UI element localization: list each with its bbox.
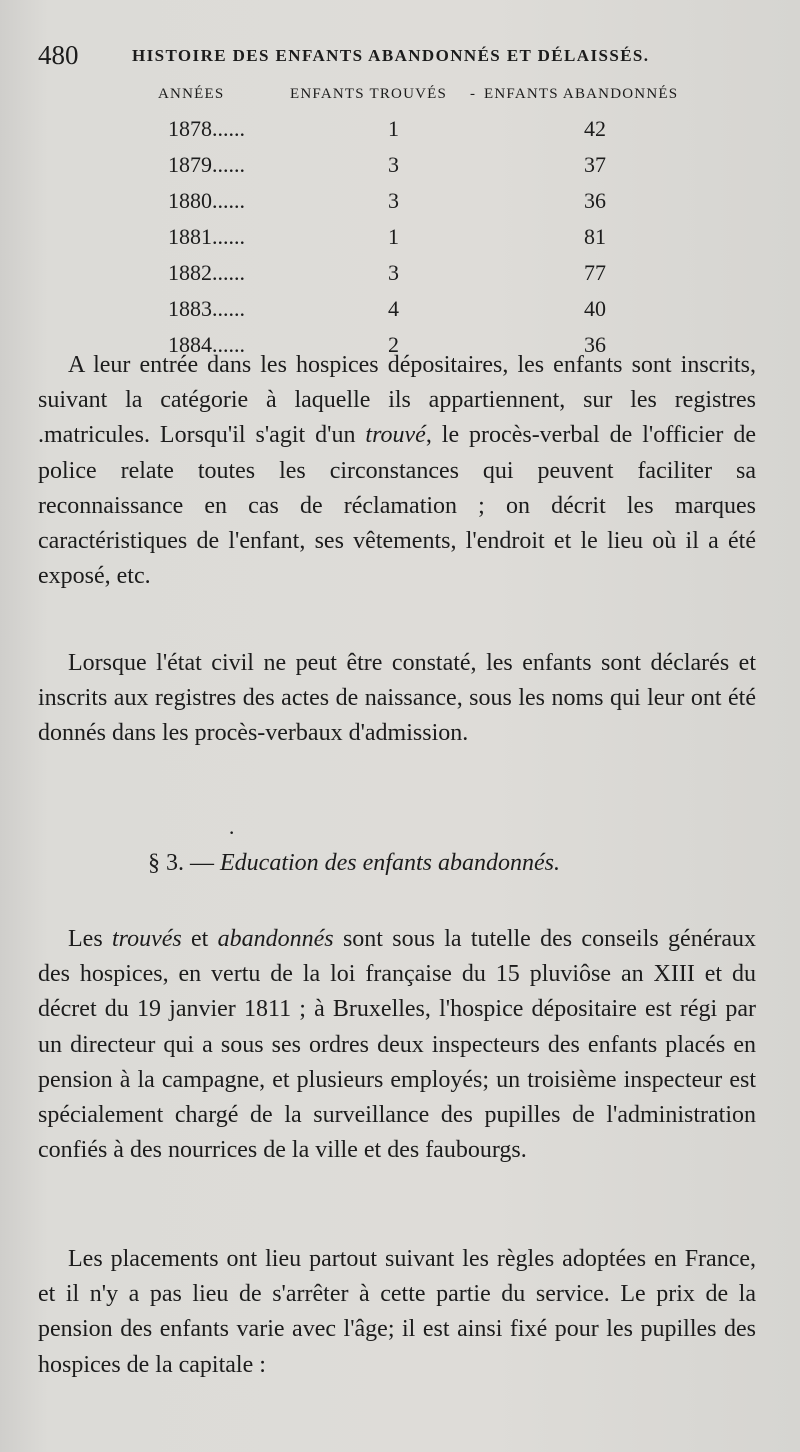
page-number: 480	[38, 40, 79, 70]
paragraph-placements	[38, 1242, 756, 1383]
column-header-years: ANNÉES	[158, 86, 225, 102]
section-title: Education des enfants abandonnés.	[220, 850, 560, 876]
paragraph-civil-status	[38, 646, 756, 752]
paragraph-text: , le procès-verbal de l'officier de police relate toutes les circonstances qui peuvent faciliter sa reconnaissance en cas de réclamation ; on décrit les marques caractéristiques de l'enfant, ses vêtements, l'endroit et le lieu où il a été exposé, etc.	[38, 422, 756, 590]
table-row	[0, 296, 800, 332]
paragraph-text: Les placements ont lieu partout suivant les règles adoptées en France, et il n'y a pas lieu de s'arrêter à cette partie du service. Le prix de la pension des enfants varie avec l'âge; il est ainsi fixé pour les pupilles des hospices de la capitale :	[38, 1246, 756, 1378]
found-cell: 4	[388, 296, 399, 321]
running-head	[38, 40, 758, 80]
italic-word: trouvés	[111, 926, 182, 952]
year-cell: 1884......	[168, 332, 245, 357]
table-row	[0, 152, 800, 188]
abandoned-cell: 77	[584, 260, 606, 285]
italic-word: abandonnés	[217, 926, 334, 952]
year-cell: 1879......	[168, 152, 245, 177]
table-row	[0, 224, 800, 260]
running-title: HISTOIRE DES ENFANTS ABANDONNÉS ET DÉLAISSÉS.	[132, 46, 650, 65]
abandoned-cell: 36	[584, 332, 606, 357]
abandoned-cell: 36	[584, 188, 606, 213]
paragraph-text: Les	[68, 926, 112, 952]
abandoned-cell: 40	[584, 296, 606, 321]
found-cell: 3	[388, 260, 399, 285]
year-cell: 1882......	[168, 260, 245, 285]
found-cell: 1	[388, 224, 399, 249]
abandoned-cell: 42	[584, 116, 606, 141]
found-cell: 1	[388, 116, 399, 141]
italic-word: trouvé	[365, 422, 426, 449]
table-row	[0, 116, 800, 152]
found-cell: 3	[388, 152, 399, 177]
paragraph-text: sont sous la tutelle des conseils généraux des hospices, en vertu de la loi française du 15 pluviôse an XIII et du décret du 19 janvier 1811 ; à Bruxelles, l'hospice dépositaire est régi par un directeur qui a sous ses ordres deux inspecteurs des enfants placés en pension à la campagne, et plusieurs employés; un troisième inspecteur est spécialement chargé de la surveillance des pupilles de l'administration confiés à des nourrices de la ville et des faubourgs.	[38, 926, 756, 1164]
table-row	[0, 188, 800, 224]
paragraph-tutelage	[38, 922, 756, 1168]
year-cell: 1878......	[168, 116, 245, 141]
stray-mark: ·	[228, 820, 236, 845]
abandoned-cell: 81	[584, 224, 606, 249]
year-cell: 1883......	[168, 296, 245, 321]
column-header-abandoned: ENFANTS ABANDONNÉS	[484, 86, 679, 102]
paragraph-text: Lorsque l'état civil ne peut être constaté, les enfants sont déclarés et inscrits aux registres des actes de naissance, sous les noms qui leur ont été donnés dans les procès-verbaux d'admission.	[38, 650, 756, 747]
paragraph-text: A leur entrée dans les hospices dépositaires, les enfants sont inscrits, suivant la catégorie à laquelle ils appartiennent, sur les registres .matricules. Lorsqu'il s'agit d'un	[38, 352, 756, 449]
abandoned-cell: 37	[584, 152, 606, 177]
paragraph-registration	[38, 348, 756, 594]
paragraph-text: et	[181, 926, 218, 952]
section-heading	[148, 850, 560, 877]
table-row	[0, 260, 800, 296]
column-header-separator: -	[470, 86, 477, 102]
section-number: § 3. —	[148, 850, 214, 876]
column-header-found: ENFANTS TROUVÉS	[290, 86, 448, 102]
year-cell: 1881......	[168, 224, 245, 249]
year-cell: 1880......	[168, 188, 245, 213]
found-cell: 2	[388, 332, 399, 357]
found-cell: 3	[388, 188, 399, 213]
